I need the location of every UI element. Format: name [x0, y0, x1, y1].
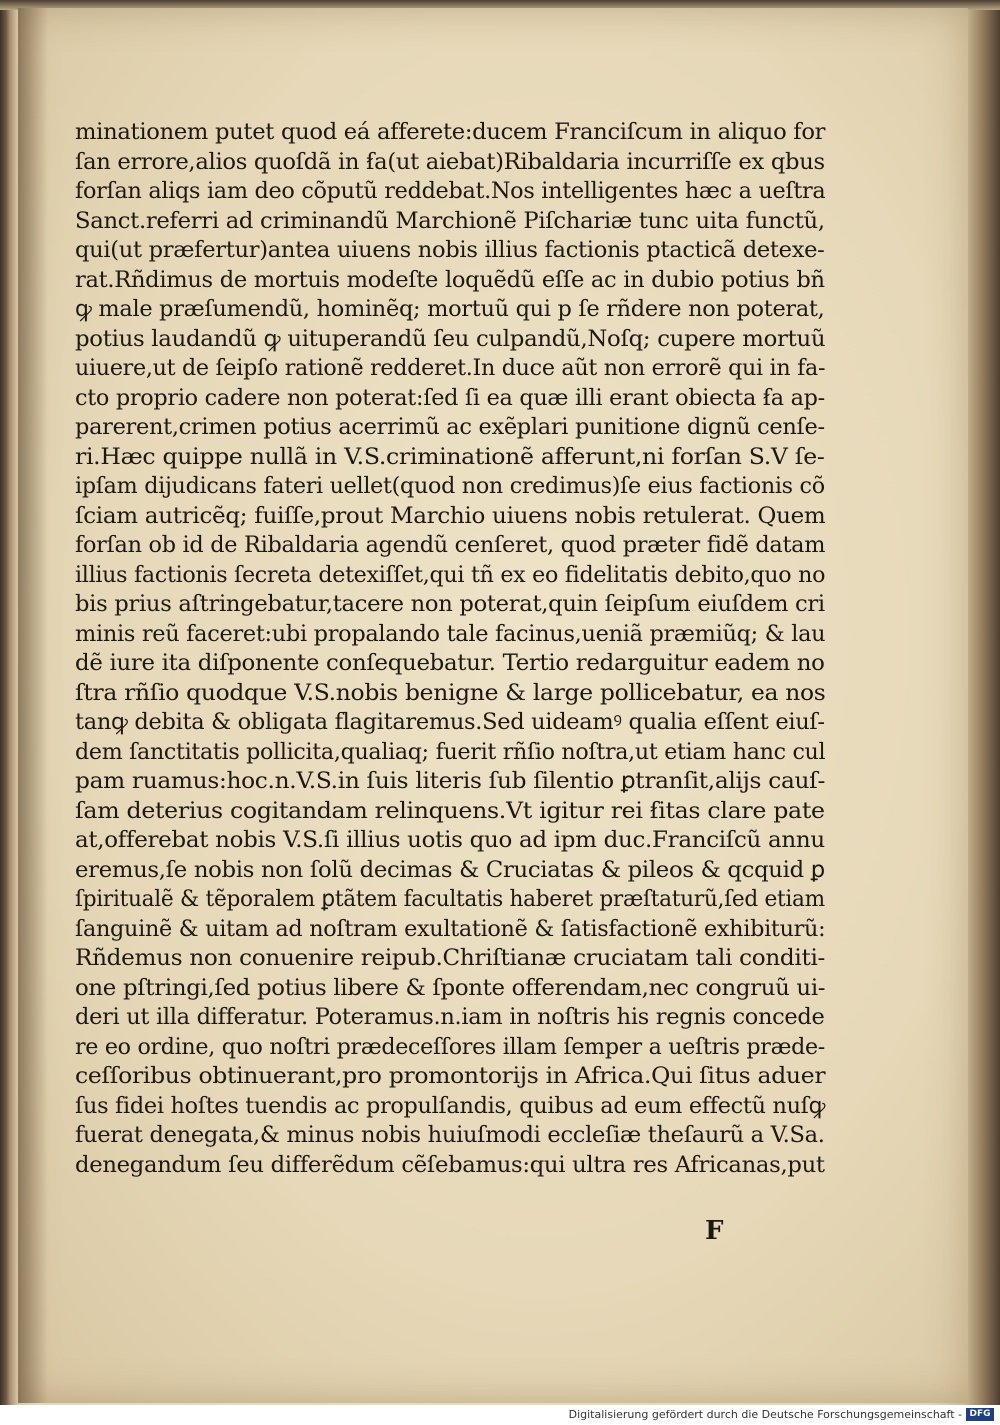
text-line: qui(ut præfertur)antea uiuens nobis illius factionis ptacticã detexe- — [75, 237, 825, 263]
text-line: ſtra rñſio quodque V.S.nobis benigne & large pollicebatur, ea nos — [75, 679, 826, 706]
signature-mark: F — [705, 1216, 724, 1246]
text-line: at,offerebat nobis V.S.ſi illius uotis quo ad ipm duc.Franciſcũ annu — [75, 827, 825, 853]
text-line: denegandum ſeu differẽdum cẽſebamus:qui ultra res Africanas,put — [75, 1151, 825, 1178]
text-line: ſanguinẽ & uitam ad noſtram exultationẽ & ſatisfactionẽ exhibiturũ: — [75, 915, 826, 942]
text-line: minationem putet quod eá afferete:ducem Franciſcum in aliquo for — [75, 119, 826, 145]
text-line: Rñdemus non conuenire reipub.Chriſtianæ cruciatam tali conditi- — [75, 945, 826, 971]
text-line: ipſam dijudicans fateri uellet(quod non credimus)ſe eius factionis cõ — [75, 473, 825, 499]
text-line: ſciam autricẽq; fuiſſe,prout Marchio uiuens nobis retulerat. Quem — [75, 502, 826, 529]
text-line: ſan errore,alios quoſdã in ẜa(ut aiebat)Ribaldaria incurriſſe ex qbus — [75, 148, 825, 175]
text-line: deri ut illa differatur. Poteramus.n.iam in noſtris his regnis concede — [75, 1004, 825, 1030]
text-line: uiuere,ut de ſeipſo rationẽ redderet.In duce aũt non errorẽ qui in fa- — [75, 355, 826, 381]
footer-bar — [0, 1405, 1000, 1425]
text-line: dem ſanctitatis pollicita,qualiaq; fuerit rñſio noſtra,ut etiam hanc cul — [75, 738, 826, 765]
text-line: ſam deterius cogitandam relinquens.Vt igitur rei ẜitas clare pate — [75, 797, 825, 824]
text-line: Sanct.referri ad criminandũ Marchionẽ Piſchariæ tunc uita functũ, — [75, 207, 825, 234]
text-line: forſan ob id de Ribaldaria agendũ cenſeret, quod præter fidẽ datam — [75, 532, 826, 558]
text-line: forſan aliqs iam deo cõputũ reddebat.Nos intelligentes hæc a ueſtra — [75, 178, 826, 204]
text-line: fuerat denegata,& minus nobis huiuſmodi eccleſiæ theſaurũ a V.Sa. — [75, 1122, 825, 1148]
text-line: tanꝙ debita & obligata flagitaremus.Sed uideamꝰ qualia eſſent eiuſ- — [75, 709, 825, 735]
page-spine-shadow — [18, 8, 48, 1403]
text-line: illius factionis ſecreta detexiſſet,qui tñ ex eo fidelitatis debito,quo no — [75, 561, 826, 588]
text-line: ceſſoribus obtinuerant,pro promontorijs in Africa.Qui ſitus aduer — [75, 1063, 826, 1089]
text-line: ꝙ male præſumendũ, hominẽq; mortuũ qui p ſe rñdere non poterat, — [75, 296, 825, 322]
page-text-block — [75, 118, 835, 1180]
text-line: parerent,crimen potius acerrimũ ac exẽplari punitione dignũ cenſe- — [75, 414, 825, 440]
text-line: one pſtringi,ſed potius libere & ſponte offerendam,nec congruũ ui- — [75, 974, 826, 1001]
text-line: cto proprio cadere non poterat:ſed ſi ea quæ illi erant obiecta ẜa ap- — [75, 384, 825, 411]
text-line: potius laudandũ ꝙ uituperandũ ſeu culpandũ,Noſq; cupere mortuũ — [75, 325, 826, 352]
text-line: ſpiritualẽ & tẽporalem ꝑtãtem facultatis haberet præſtaturũ,ſed etiam — [75, 886, 825, 912]
funding-notice: Digitalisierung gefördert durch die Deutsche Forschungsgemeinschaft - — [568, 1408, 962, 1421]
text-line: re eo ordine, quo noſtri prædeceſſores illam ſemper a ueſtris præde- — [75, 1033, 825, 1060]
text-line: bis prius aſtringebatur,tacere non poterat,quin ſeipſum eiuſdem cri — [75, 591, 825, 617]
text-line: ſus fidei hoſtes tuendis ac propulſandis, quibus ad eum effectũ nuſꝙ — [75, 1092, 826, 1119]
dfg-logo: DFG — [966, 1408, 994, 1421]
text-line: dẽ iure ita diſponente conſequebatur. Tertio redarguitur eadem no — [75, 650, 825, 676]
text-line: rat.Rñdimus de mortuis modeſte loquẽdũ eſſe ac in dubio potius bñ — [75, 266, 825, 293]
text-line: pam ruamus:hoc.n.V.S.in ſuis literis ſub ſilentio ꝑtranſit,alijs cauſ- — [75, 768, 825, 794]
text-line: eremus,ſe nobis non ſolũ decimas & Cruciatas & pileos & qcquid ꝑ — [75, 856, 825, 883]
text-line: minis reũ faceret:ubi propalando tale facinus,ueniã præmiũq; & lau — [75, 620, 826, 647]
text-line: ri.Hæc quippe nullã in V.S.criminationẽ afferunt,ni forſan S.V ſe- — [75, 443, 825, 470]
